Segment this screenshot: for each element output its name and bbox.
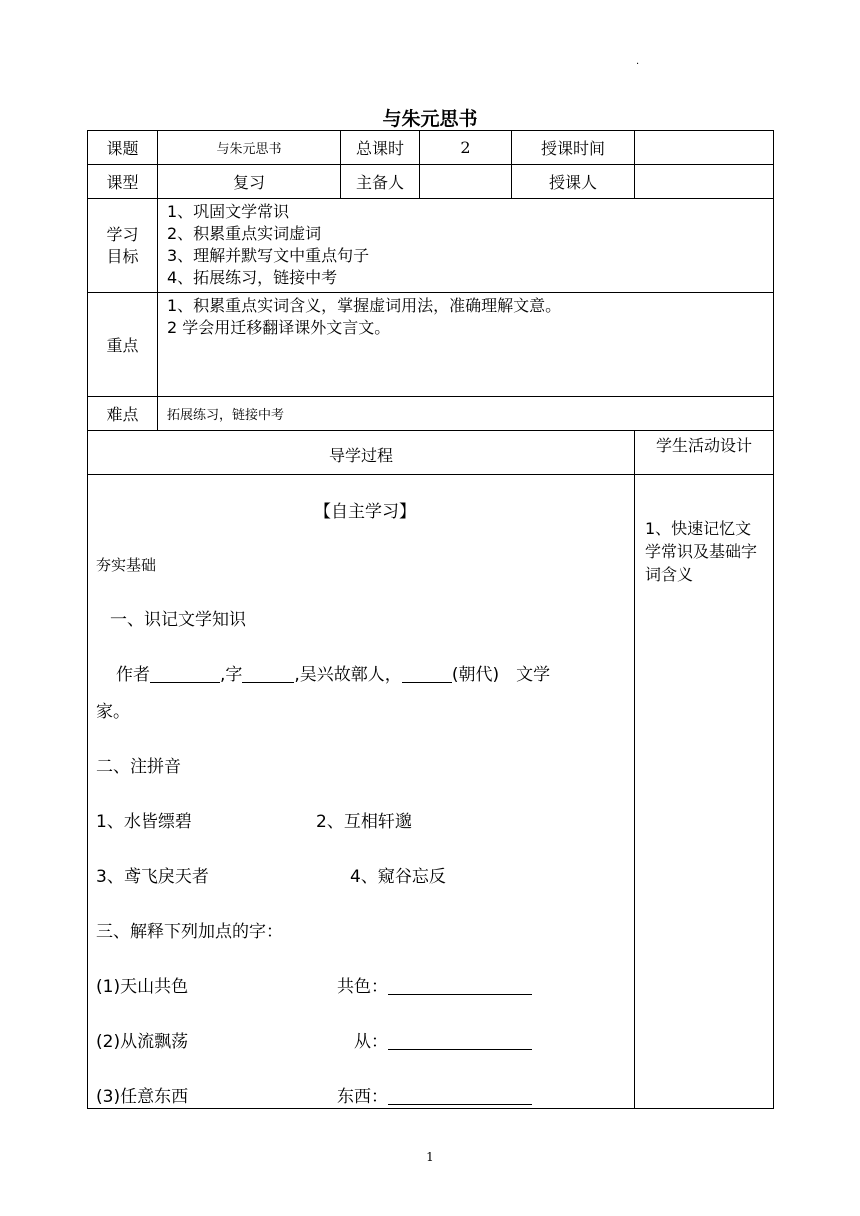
label-goals-line2: 目标 [106, 246, 139, 266]
difficulty-row [88, 397, 774, 431]
label-goals-line1: 学习 [106, 224, 139, 244]
keypoint-item: 2 学会用迁移翻译课外文言文。 [167, 318, 391, 337]
author-blank[interactable] [150, 664, 220, 683]
explain-key: 从： [354, 1032, 388, 1052]
info-row-type [88, 165, 774, 199]
label-preparer: 主备人 [341, 165, 420, 199]
pinyin-item: 4、窥谷忘反 [350, 867, 446, 887]
header-row [88, 431, 774, 475]
answer-blank[interactable] [388, 1031, 532, 1050]
dynasty-blank[interactable] [402, 664, 452, 683]
document-title: 与朱元思书 [382, 108, 478, 130]
style-name-blank[interactable] [242, 664, 294, 683]
style-name-label: ,字 [220, 665, 243, 685]
keypoints-list [158, 293, 774, 397]
explain-key: 东西： [337, 1087, 388, 1107]
author-fill-line [96, 660, 634, 685]
answer-blank[interactable] [388, 976, 532, 995]
pinyin-row-1 [96, 807, 634, 832]
value-total-hours: 2 [420, 131, 512, 165]
value-preparer [420, 165, 512, 199]
section-1-heading: 一、识记文学知识 [110, 610, 246, 630]
foundation-label: 夯实基础 [96, 556, 157, 574]
goals-list [158, 199, 774, 293]
explain-phrase: (2)从流飘荡 [96, 1032, 189, 1052]
section-3-heading: 三、解释下列加点的字： [96, 922, 283, 942]
value-teacher [635, 165, 774, 199]
explain-key: 共色： [337, 977, 388, 997]
explain-phrase: (1)天山共色 [96, 977, 189, 997]
dynasty-label: (朝代) 文学 [451, 665, 551, 685]
header-activity: 学生活动设计 [635, 431, 774, 475]
label-keypoints: 重点 [88, 293, 158, 397]
explain-row [96, 1082, 634, 1107]
self-study-heading: 【自主学习】 [314, 502, 416, 522]
section-2-heading: 二、注拼音 [96, 757, 181, 777]
value-lesson-type: 复习 [158, 165, 341, 199]
pinyin-item: 3、鸢飞戾天者 [96, 867, 209, 887]
label-lesson-type: 课型 [88, 165, 158, 199]
activity-content: 1、快速记忆文学常识及基础字词含义 [635, 475, 774, 1109]
pinyin-row-2 [96, 862, 634, 887]
value-teaching-time [635, 131, 774, 165]
keypoint-item: 1、积累重点实词含义，掌握虚词用法，准确理解文意。 [167, 296, 562, 315]
goal-item: 4、拓展练习，链接中考 [167, 268, 338, 287]
pinyin-item: 1、水皆缥碧 [96, 812, 192, 832]
difficulty-text: 拓展练习，链接中考 [158, 397, 774, 431]
process-content [88, 475, 635, 1109]
content-row [88, 475, 774, 1109]
answer-blank[interactable] [388, 1086, 532, 1105]
info-row-topic [88, 131, 774, 165]
label-teaching-time: 授课时间 [512, 131, 635, 165]
lesson-plan-table [87, 130, 774, 1109]
goal-item: 1、巩固文学常识 [167, 202, 290, 221]
header-process: 导学过程 [88, 431, 635, 475]
value-topic: 与朱元思书 [158, 131, 341, 165]
author-label: 作者 [116, 665, 150, 685]
label-goals [88, 199, 158, 293]
keypoints-row [88, 293, 774, 397]
label-teacher: 授课人 [512, 165, 635, 199]
goals-row [88, 199, 774, 293]
hometown-text: ,吴兴故鄣人， [294, 665, 402, 685]
goal-item: 2、积累重点实词虚词 [167, 224, 322, 243]
pinyin-item: 2、互相轩邈 [316, 812, 412, 832]
author-fill-line-end: 家。 [96, 702, 130, 722]
corner-dot: . [636, 56, 640, 67]
page-number: 1 [426, 1150, 434, 1164]
label-total-hours: 总课时 [341, 131, 420, 165]
explain-row [96, 972, 634, 997]
label-topic: 课题 [88, 131, 158, 165]
label-difficulty: 难点 [88, 397, 158, 431]
goal-item: 3、理解并默写文中重点句子 [167, 246, 370, 265]
explain-row [96, 1027, 634, 1052]
explain-phrase: (3)任意东西 [96, 1087, 189, 1107]
